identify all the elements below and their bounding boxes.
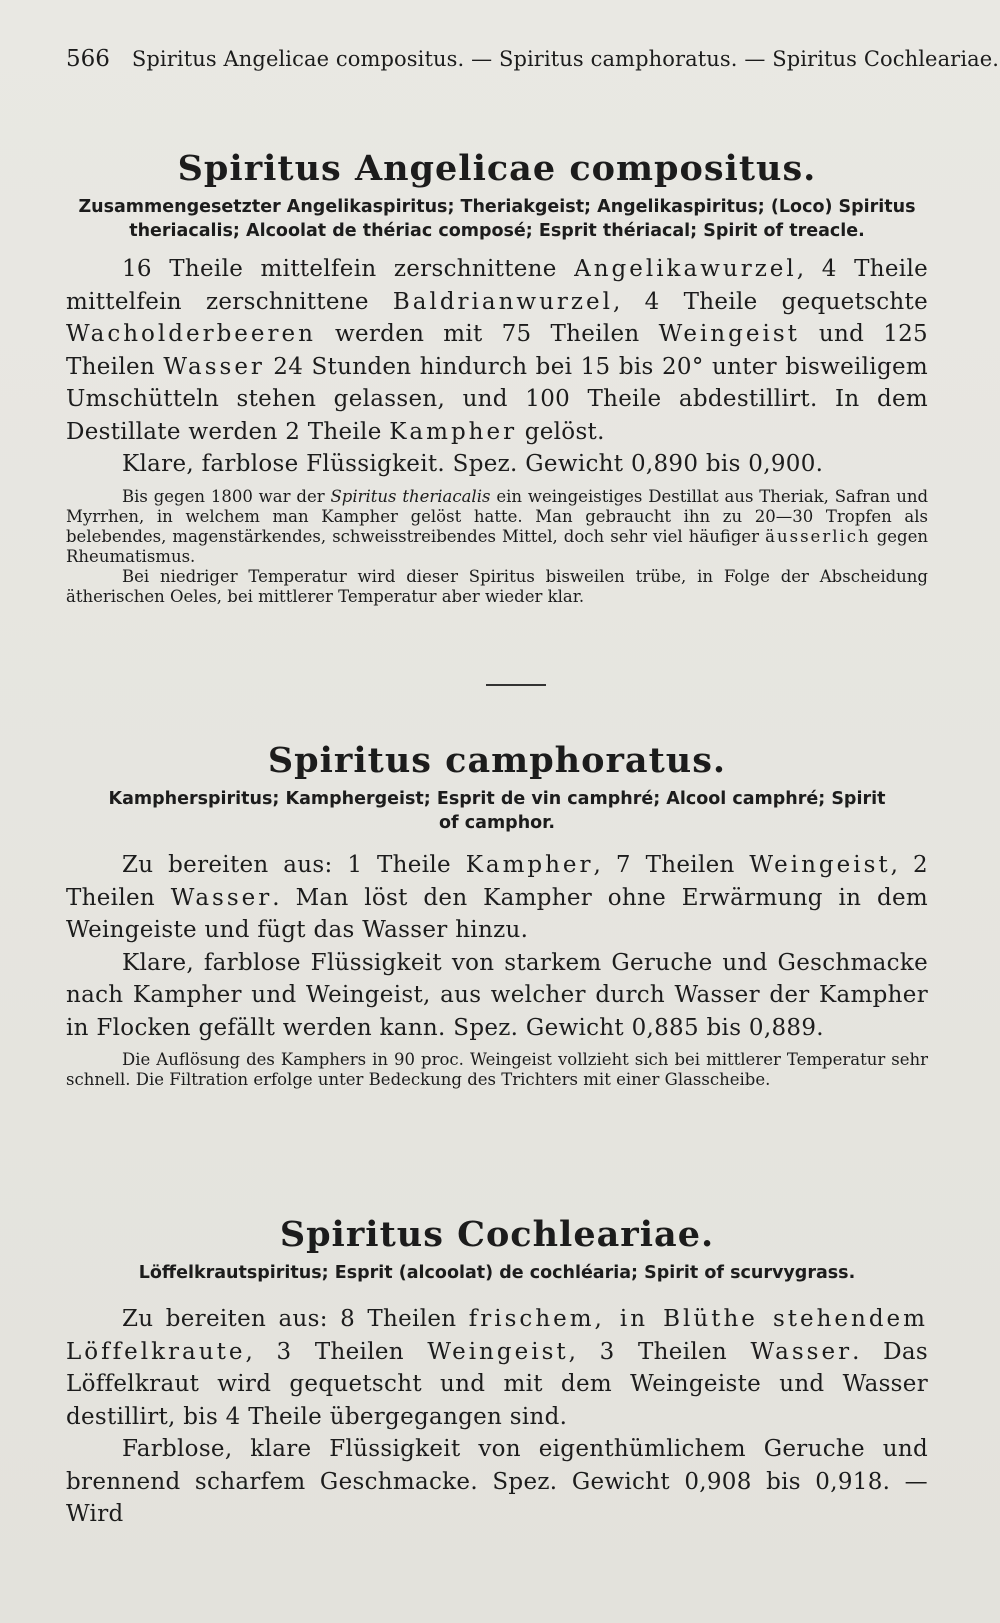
- description-paragraph: Klare, farblose Flüssigkeit von starkem Geruche und Geschmacke nach Kampher und Weingeist, aus welcher durch Wasser der Kampher in Flocken gefällt werden kann. Spez. Gewicht 0,885 bis 0,889.: [66, 949, 928, 1041]
- spaced-term: Kampher: [465, 852, 594, 878]
- text: , 7 Theilen: [593, 852, 750, 878]
- spaced-term: Weingeist: [749, 852, 891, 878]
- section-title: Spiritus Angelicae compositus.: [177, 148, 817, 189]
- preparation-paragraph: [66, 1303, 928, 1433]
- spaced-term: äusserlich: [765, 526, 871, 546]
- spaced-term: Weingeist: [658, 321, 800, 347]
- text: , 3 Theilen: [245, 1338, 428, 1365]
- spaced-term: Wasser: [750, 1338, 853, 1365]
- section-camphoratus: [66, 740, 928, 1090]
- spaced-term: Angelikawurzel: [574, 256, 797, 282]
- text: Zu bereiten aus: 1 Theile: [122, 852, 466, 878]
- note-paragraph: [66, 487, 928, 567]
- spaced-term: frischem, in Blüthe stehendem Löffelkraute: [66, 1306, 928, 1365]
- running-title: Spiritus Angelicae compositus. — Spiritus camphoratus. — Spiritus Cochleariae.: [131, 47, 1000, 71]
- spaced-term: Baldrianwurzel: [392, 288, 613, 315]
- page-number: 566: [66, 46, 110, 72]
- text: . Das Löffelkraut wird gequetscht und mit dem Weingeiste und Wasser destillirt, bis 4 Theile übergegangen sind.: [66, 1338, 928, 1430]
- text: . Man löst den Kampher ohne Erwärmung in dem Weingeiste und fügt das Wasser hinzu.: [66, 884, 928, 943]
- section-synonyms: Kampherspiritus; Kamphergeist; Esprit de vin camphré; Alcool camphré; Spirit of camphor.: [108, 789, 886, 833]
- note-paragraph: Die Auflösung des Kamphers in 90 proc. Weingeist vollzieht sich bei mittlerer Temperatur sehr schnell. Die Filtration erfolge unter Bedeckung des Trichters mit einer Glasscheibe.: [66, 1050, 928, 1089]
- section-synonyms: Zusammengesetzter Angelikaspiritus; Theriakgeist; Angelikaspiritus; (Loco) Spiritus theriacalis; Alcoolat de thériac composé; Esprit thériacal; Spirit of treacle.: [78, 197, 916, 241]
- section-title: Spiritus Cochleariae.: [279, 1214, 715, 1255]
- text: gelöst.: [517, 418, 605, 445]
- text: Zu bereiten aus: 8 Theilen: [122, 1306, 469, 1332]
- text: Bis gegen 1800 war der: [122, 486, 331, 506]
- section-cochleariae: [66, 1214, 928, 1531]
- section-angelicae: [66, 148, 928, 607]
- text: , 4 Theile mittelfein zerschnittene: [66, 256, 929, 315]
- text: gegen Rheumatismus.: [66, 526, 928, 566]
- note-paragraph: Bei niedriger Temperatur wird dieser Spiritus bisweilen trübe, in Folge der Abscheidung ätherischen Oeles, bei mittlerer Temperatur aber wieder klar.: [66, 566, 928, 606]
- text: , 3 Theilen: [568, 1338, 751, 1365]
- section-divider: [486, 684, 546, 686]
- text: ein weingeistiges Destillat aus Theriak, Safran und Myrrhen, in welchem man Kampher gelöst hatte. Man gebraucht ihn zu 20—30 Tropfen als belebendes, magenstärkendes, schweisstreibendes Mittel, doch sehr viel häufiger: [66, 486, 929, 546]
- section-synonyms: Löffelkrautspiritus; Esprit (alcoolat) de cochléaria; Spirit of scurvygrass.: [138, 1263, 856, 1283]
- text: , 2 Theilen: [66, 852, 928, 911]
- text: und 125 Theilen: [66, 321, 928, 380]
- text: werden mit 75 Theilen: [315, 321, 659, 347]
- section-title: Spiritus camphoratus.: [267, 740, 727, 781]
- spaced-term: Kampher: [389, 418, 518, 445]
- page-header: [66, 46, 1000, 72]
- text: , 4 Theile gequetschte: [613, 288, 928, 315]
- text: 16 Theile mittelfein zerschnittene: [122, 256, 575, 282]
- spaced-term: Wasser: [163, 353, 265, 380]
- spaced-term: Wacholderbeeren: [66, 321, 316, 347]
- preparation-paragraph: [66, 253, 928, 448]
- description-paragraph: Farblose, klare Flüssigkeit von eigenthümlichem Geruche und brennend scharfem Geschmacke. Spez. Gewicht 0,908 bis 0,918. — Wird: [66, 1436, 928, 1527]
- spaced-term: Weingeist: [427, 1338, 569, 1365]
- spaced-term: Wasser: [170, 884, 273, 911]
- preparation-paragraph: [66, 849, 928, 947]
- text: 24 Stunden hindurch bei 15 bis 20° unter bisweiligem Umschütteln stehen gelassen, und 100 Theile abdestillirt. In dem Destillate werden 2 Theile: [66, 353, 928, 445]
- italic-term: Spiritus theriacalis: [330, 486, 491, 506]
- description-paragraph: Klare, farblose Flüssigkeit. Spez. Gewicht 0,890 bis 0,900.: [122, 451, 824, 477]
